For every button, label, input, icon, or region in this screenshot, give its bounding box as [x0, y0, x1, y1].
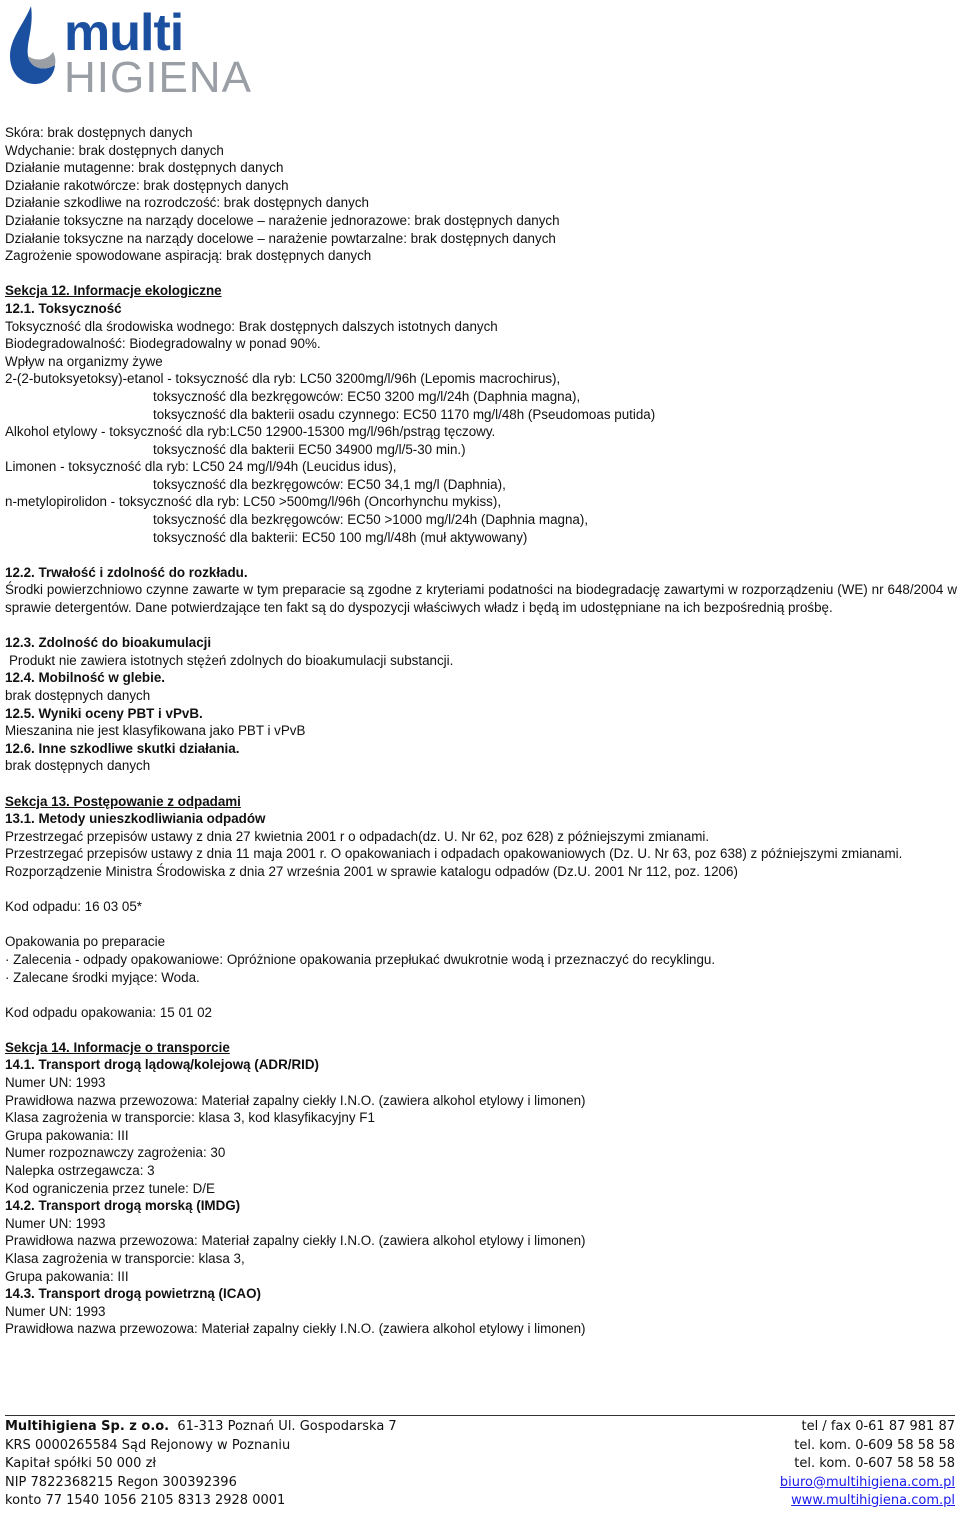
heading-12-4: 12.4. Mobilność w glebie.: [5, 670, 165, 686]
footer-account: konto 77 1540 1056 2105 8313 2928 0001: [5, 1493, 286, 1508]
toxicology-line: Zagrożenie spowodowane aspiracją: brak dostępnych danych: [5, 248, 372, 264]
text-line: Nalepka ostrzegawcza: 3: [5, 1163, 155, 1179]
text-line: Rozporządzenie Ministra Środowiska z dnia 27 września 2001 w sprawie katalogu odpadów (Dz.U. 2001 Nr 112, poz. 1206): [5, 863, 738, 879]
company-logo: [4, 2, 289, 98]
text-line: Grupa pakowania: III: [5, 1268, 129, 1284]
footer-capital: Kapitał spółki 50 000 zł: [5, 1456, 157, 1471]
text-line: toksyczność dla bezkręgowców: EC50 3200 mg/l/24h (Daphnia magna),: [153, 388, 581, 404]
water-drop-icon: [10, 6, 55, 84]
text-line: n-metylopirolidon - toksyczność dla ryb: LC50 >500mg/l/96h (Oncorhynchu mykiss),: [5, 494, 502, 510]
heading-13-1: 13.1. Metody unieszkodliwiania odpadów: [5, 811, 266, 827]
text-line: Kod ograniczenia przez tunele: D/E: [5, 1180, 215, 1196]
toxicology-line: Skóra: brak dostępnych danych: [5, 125, 193, 140]
text-line: Prawidłowa nazwa przewozowa: Materiał zapalny ciekły I.N.O. (zawiera alkohol etylowy i limonen): [5, 1321, 586, 1337]
text-line: Numer UN: 1993: [5, 1303, 106, 1319]
packaging-waste-code: Kod odpadu opakowania: 15 01 02: [5, 1004, 212, 1020]
heading-12-1: 12.1. Toksyczność: [5, 300, 122, 316]
toxicology-line: Działanie szkodliwe na rozrodczość: brak dostępnych danych: [5, 195, 369, 211]
text-line: Grupa pakowania: III: [5, 1127, 129, 1143]
text-line: Produkt nie zawiera istotnych stężeń zdolnych do bioakumulacji substancji.: [9, 652, 454, 668]
text-line: toksyczność dla bakterii: EC50 100 mg/l/48h (muł aktywowany): [153, 529, 528, 545]
toxicology-line: Działanie rakotwórcze: brak dostępnych danych: [5, 177, 289, 193]
heading-12-5: 12.5. Wyniki oceny PBT i vPvB.: [5, 705, 203, 721]
text-line: Numer rozpoznawczy zagrożenia: 30: [5, 1145, 226, 1161]
footer-company: Multihigiena Sp. z o.o. 61-313 Poznań Ul. Gospodarska 7: [5, 1419, 397, 1434]
text-line: toksyczność dla bezkręgowców: EC50 >1000 mg/l/24h (Daphnia magna),: [153, 512, 589, 528]
text-line: Limonen - toksyczność dla ryb: LC50 24 mg/l/94h (Leucidus idus),: [5, 459, 397, 475]
footer-mobile-1: tel. kom. 0-609 58 58 58: [794, 1437, 955, 1453]
heading-12-3: 12.3. Zdolność do bioakumulacji: [5, 635, 212, 651]
section-14-title: Sekcja 14. Informacje o transporcie: [5, 1039, 230, 1055]
footer-krs: KRS 0000265584 Sąd Rejonowy w Poznaniu: [5, 1437, 291, 1453]
text-line: brak dostępnych danych: [5, 688, 151, 703]
section-13-title: Sekcja 13. Postępowanie z odpadami: [5, 793, 241, 809]
heading-12-2: 12.2. Trwałość i zdolność do rozkładu.: [5, 564, 248, 580]
footer-phone: tel / fax 0-61 87 981 87: [801, 1419, 955, 1434]
text-line: Numer UN: 1993: [5, 1075, 106, 1091]
logo-word-multi: multi: [64, 4, 184, 62]
footer-row: [5, 1474, 955, 1493]
section-12-title: Sekcja 12. Informacje ekologiczne: [5, 283, 222, 299]
footer-row: [5, 1418, 955, 1437]
toxicology-line: Działanie mutagenne: brak dostępnych danych: [5, 160, 284, 176]
footer-row: [5, 1492, 955, 1511]
heading-14-1: 14.1. Transport drogą lądową/kolejową (ADR/RID): [5, 1057, 319, 1073]
text-line: brak dostępnych danych: [5, 758, 151, 774]
footer-email-link[interactable]: biuro@multihigiena.com.pl: [779, 1474, 955, 1490]
footer-website-link[interactable]: www.multihigiena.com.pl: [791, 1493, 955, 1508]
text-line: Biodegradowalność: Biodegradowalny w ponad 90%.: [5, 336, 321, 352]
text-line: Opakowania po preparacie: [5, 934, 166, 950]
logo-word-higiena: HIGIENA: [64, 53, 252, 98]
toxicology-line: Wdychanie: brak dostępnych danych: [5, 142, 224, 158]
toxicology-list: [5, 124, 957, 265]
toxicology-line: Działanie toksyczne na narządy docelowe – narażenie jednorazowe: brak dostępnych danych: [5, 212, 560, 228]
paragraph-packaging-law: Przestrzegać przepisów ustawy z dnia 11 maja 2001 r. O opakowaniach i odpadach opakowaniowych (Dz. U. Nr 63, poz 638) z późniejszymi zmianami.: [5, 846, 903, 862]
text-line: Klasa zagrożenia w transporcie: klasa 3, kod klasyfikacyjny F1: [5, 1110, 375, 1126]
footer-row: [5, 1455, 955, 1474]
heading-12-6: 12.6. Inne szkodliwe skutki działania.: [5, 740, 240, 756]
text-line: Wpływ na organizmy żywe: [5, 353, 163, 369]
text-line: 2-(2-butoksyetoksy)-etanol - toksyczność dla ryb: LC50 3200mg/l/96h (Lepomis macrochirus),: [5, 371, 561, 387]
text-line: · Zalecane środki myjące: Woda.: [5, 969, 200, 985]
text-line: toksyczność dla bezkręgowców: EC50 34,1 mg/l (Daphnia),: [153, 476, 506, 492]
text-line: · Zalecenia - odpady opakowaniowe: Opróżnione opakowania przepłukać dwukrotnie wodą i przeznaczyć do recyklingu.: [5, 951, 716, 967]
text-line: Numer UN: 1993: [5, 1215, 106, 1231]
text-line: Klasa zagrożenia w transporcie: klasa 3,: [5, 1251, 245, 1266]
paragraph-surfactants: Środki powierzchniowo czynne zawarte w tym preparacie są zgodne z kryteriami podatności na biodegradację zawartymi w rozporządzeniu (WE) nr 648/2004 w sprawie detergentów. Dane potwierdzające ten fakt są do dyspozycji właściwych władz i będą im udostępniane na ich bezpośrednią prośbę.: [5, 582, 957, 616]
footer-nip: NIP 7822368215 Regon 300392396: [5, 1474, 237, 1490]
heading-14-3: 14.3. Transport drogą powietrzną (ICAO): [5, 1286, 261, 1302]
document-body: [5, 124, 957, 1338]
text-line: Toksyczność dla środowiska wodnego: Brak dostępnych dalszych istotnych danych: [5, 318, 498, 334]
footer-mobile-2: tel. kom. 0-607 58 58 58: [794, 1456, 955, 1471]
text-line: Prawidłowa nazwa przewozowa: Materiał zapalny ciekły I.N.O. (zawiera alkohol etylowy i limonen): [5, 1092, 586, 1108]
footer-row: [5, 1437, 955, 1456]
toxicology-line: Działanie toksyczne na narządy docelowe – narażenie powtarzalne: brak dostępnych danych: [5, 230, 556, 246]
text-line: Alkohol etylowy - toksyczność dla ryb:LC50 12900-15300 mg/l/96h/pstrąg tęczowy.: [5, 424, 496, 440]
text-line: toksyczność dla bakterii osadu czynnego: EC50 1170 mg/l/48h (Pseudomoas putida): [153, 406, 656, 422]
waste-code: Kod odpadu: 16 03 05*: [5, 899, 143, 915]
text-line: toksyczność dla bakterii EC50 34900 mg/l/5-30 min.): [153, 441, 466, 457]
page-footer: [5, 1415, 955, 1511]
heading-14-2: 14.2. Transport drogą morską (IMDG): [5, 1198, 241, 1214]
text-line: Mieszanina nie jest klasyfikowana jako PBT i vPvB: [5, 723, 306, 739]
text-line: Przestrzegać przepisów ustawy z dnia 27 kwietnia 2001 r o odpadach(dz. U. Nr 62, poz 628) z późniejszymi zmianami.: [5, 828, 710, 844]
text-line: Prawidłowa nazwa przewozowa: Materiał zapalny ciekły I.N.O. (zawiera alkohol etylowy i limonen): [5, 1233, 586, 1249]
